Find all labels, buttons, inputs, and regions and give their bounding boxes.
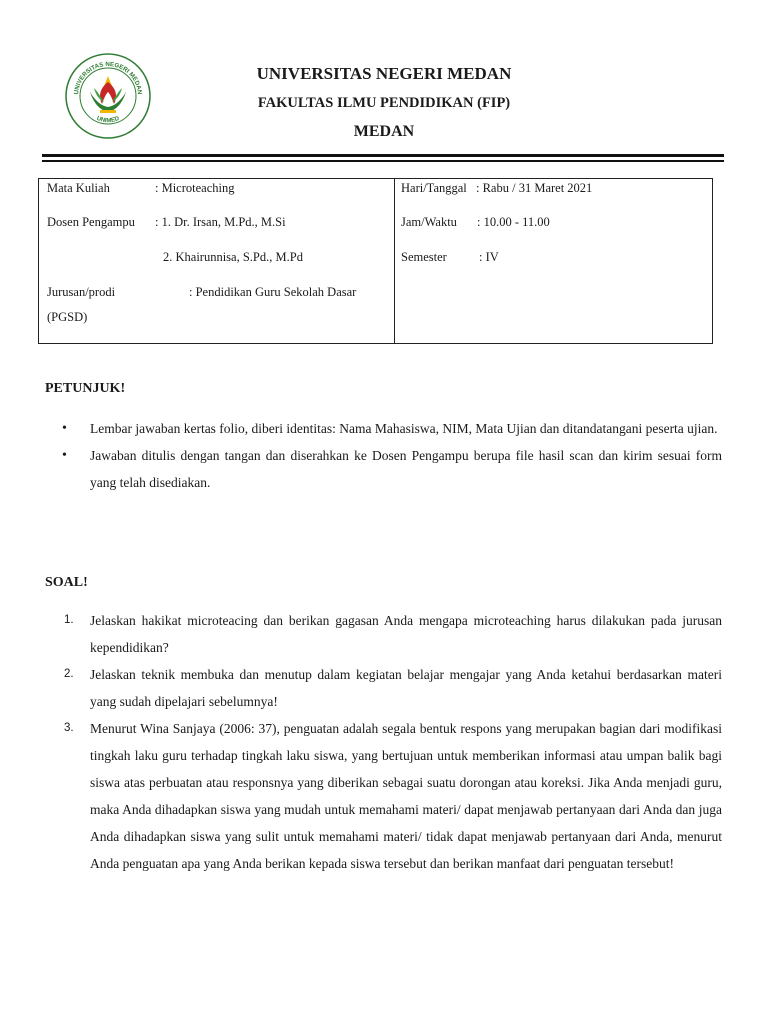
- list-item: [62, 415, 722, 442]
- city-name: MEDAN: [353, 123, 415, 140]
- hari-label: Hari/Tanggal: [401, 181, 467, 195]
- petunjuk-text: Lembar jawaban kertas folio, diberi identitas: Nama Mahasiswa, NIM, Mata Ujian dan ditandatangani peserta ujian.: [90, 421, 718, 436]
- dosen-value-1: : 1. Dr. Irsan, M.Pd., M.Si: [155, 215, 286, 229]
- svg-text:UNIMED: UNIMED: [95, 115, 121, 125]
- petunjuk-list: [62, 415, 722, 496]
- table-divider: [394, 179, 395, 343]
- mata-kuliah-label: Mata Kuliah: [47, 181, 110, 195]
- question-number: 2.: [64, 668, 74, 680]
- course-info-table: [38, 178, 713, 344]
- jam-label: Jam/Waktu: [401, 215, 457, 229]
- jurusan-value-cont: (PGSD): [47, 310, 88, 324]
- hari-value: : Rabu / 31 Maret 2021: [476, 181, 593, 195]
- dosen-value-2: 2. Khairunnisa, S.Pd., M.Pd: [163, 250, 303, 264]
- petunjuk-text: Jawaban ditulis dengan tangan dan diserahkan ke Dosen Pengampu berupa file hasil scan dan kirim sesuai form yang telah disediakan.: [90, 448, 722, 490]
- header-rule-thick: [42, 154, 724, 157]
- faculty-name: FAKULTAS ILMU PENDIDIKAN (FIP): [257, 95, 511, 111]
- question-item: [64, 607, 722, 661]
- university-name: UNIVERSITAS NEGERI MEDAN: [256, 64, 512, 83]
- question-item: [64, 661, 722, 715]
- svg-text:UNIVERSITAS NEGERI MEDAN: UNIVERSITAS NEGERI MEDAN: [72, 60, 144, 95]
- question-number: 1.: [64, 614, 74, 626]
- header-rule-thin: [42, 160, 724, 162]
- petunjuk-title: PETUNJUK!: [45, 381, 126, 396]
- bullet-icon: •: [62, 448, 67, 463]
- mata-kuliah-value: : Microteaching: [155, 181, 235, 195]
- bullet-icon: •: [62, 421, 67, 436]
- question-text: Jelaskan hakikat microteacing dan berikan gagasan Anda mengapa microteaching harus dilakukan pada jurusan kependidikan?: [90, 613, 722, 655]
- semester-label: Semester: [401, 250, 447, 264]
- soal-list: [64, 607, 722, 877]
- dosen-label: Dosen Pengampu: [47, 215, 135, 229]
- question-item: [64, 715, 722, 877]
- question-number: 3.: [64, 722, 74, 734]
- question-text: Menurut Wina Sanjaya (2006: 37), penguatan adalah segala bentuk respons yang merupakan bagian dari modifikasi tingkah laku guru terhadap tingkah laku siswa, yang bertujuan untuk memberikan informasi atau umpan balik bagi siswa atas perbuatan atau responsnya yang diberikan sebagai suatu dorongan atau koreksi. Jika Anda menjadi guru, maka Anda dihadapkan siswa yang mudah untuk memahami materi/ dapat menjawab pertanyaan dari Anda dan juga Anda dihadapkan siswa yang sulit untuk memahami materi/ tidak dapat menjawab pertanyaan dari Anda, menurut Anda penguatan apa yang Anda berikan kepada siswa tersebut dan berikan manfaat dari penguatan tersebut!: [90, 721, 722, 871]
- semester-value: : IV: [479, 250, 499, 264]
- soal-title: SOAL!: [45, 575, 88, 590]
- list-item: [62, 442, 722, 496]
- jam-value: : 10.00 - 11.00: [477, 215, 550, 229]
- jurusan-value: : Pendidikan Guru Sekolah Dasar: [189, 285, 357, 299]
- question-text: Jelaskan teknik membuka dan menutup dalam kegiatan belajar mengajar yang Anda ketahui berdasarkan materi yang sudah dipelajari sebelumnya!: [90, 667, 722, 709]
- jurusan-label: Jurusan/prodi: [47, 285, 116, 299]
